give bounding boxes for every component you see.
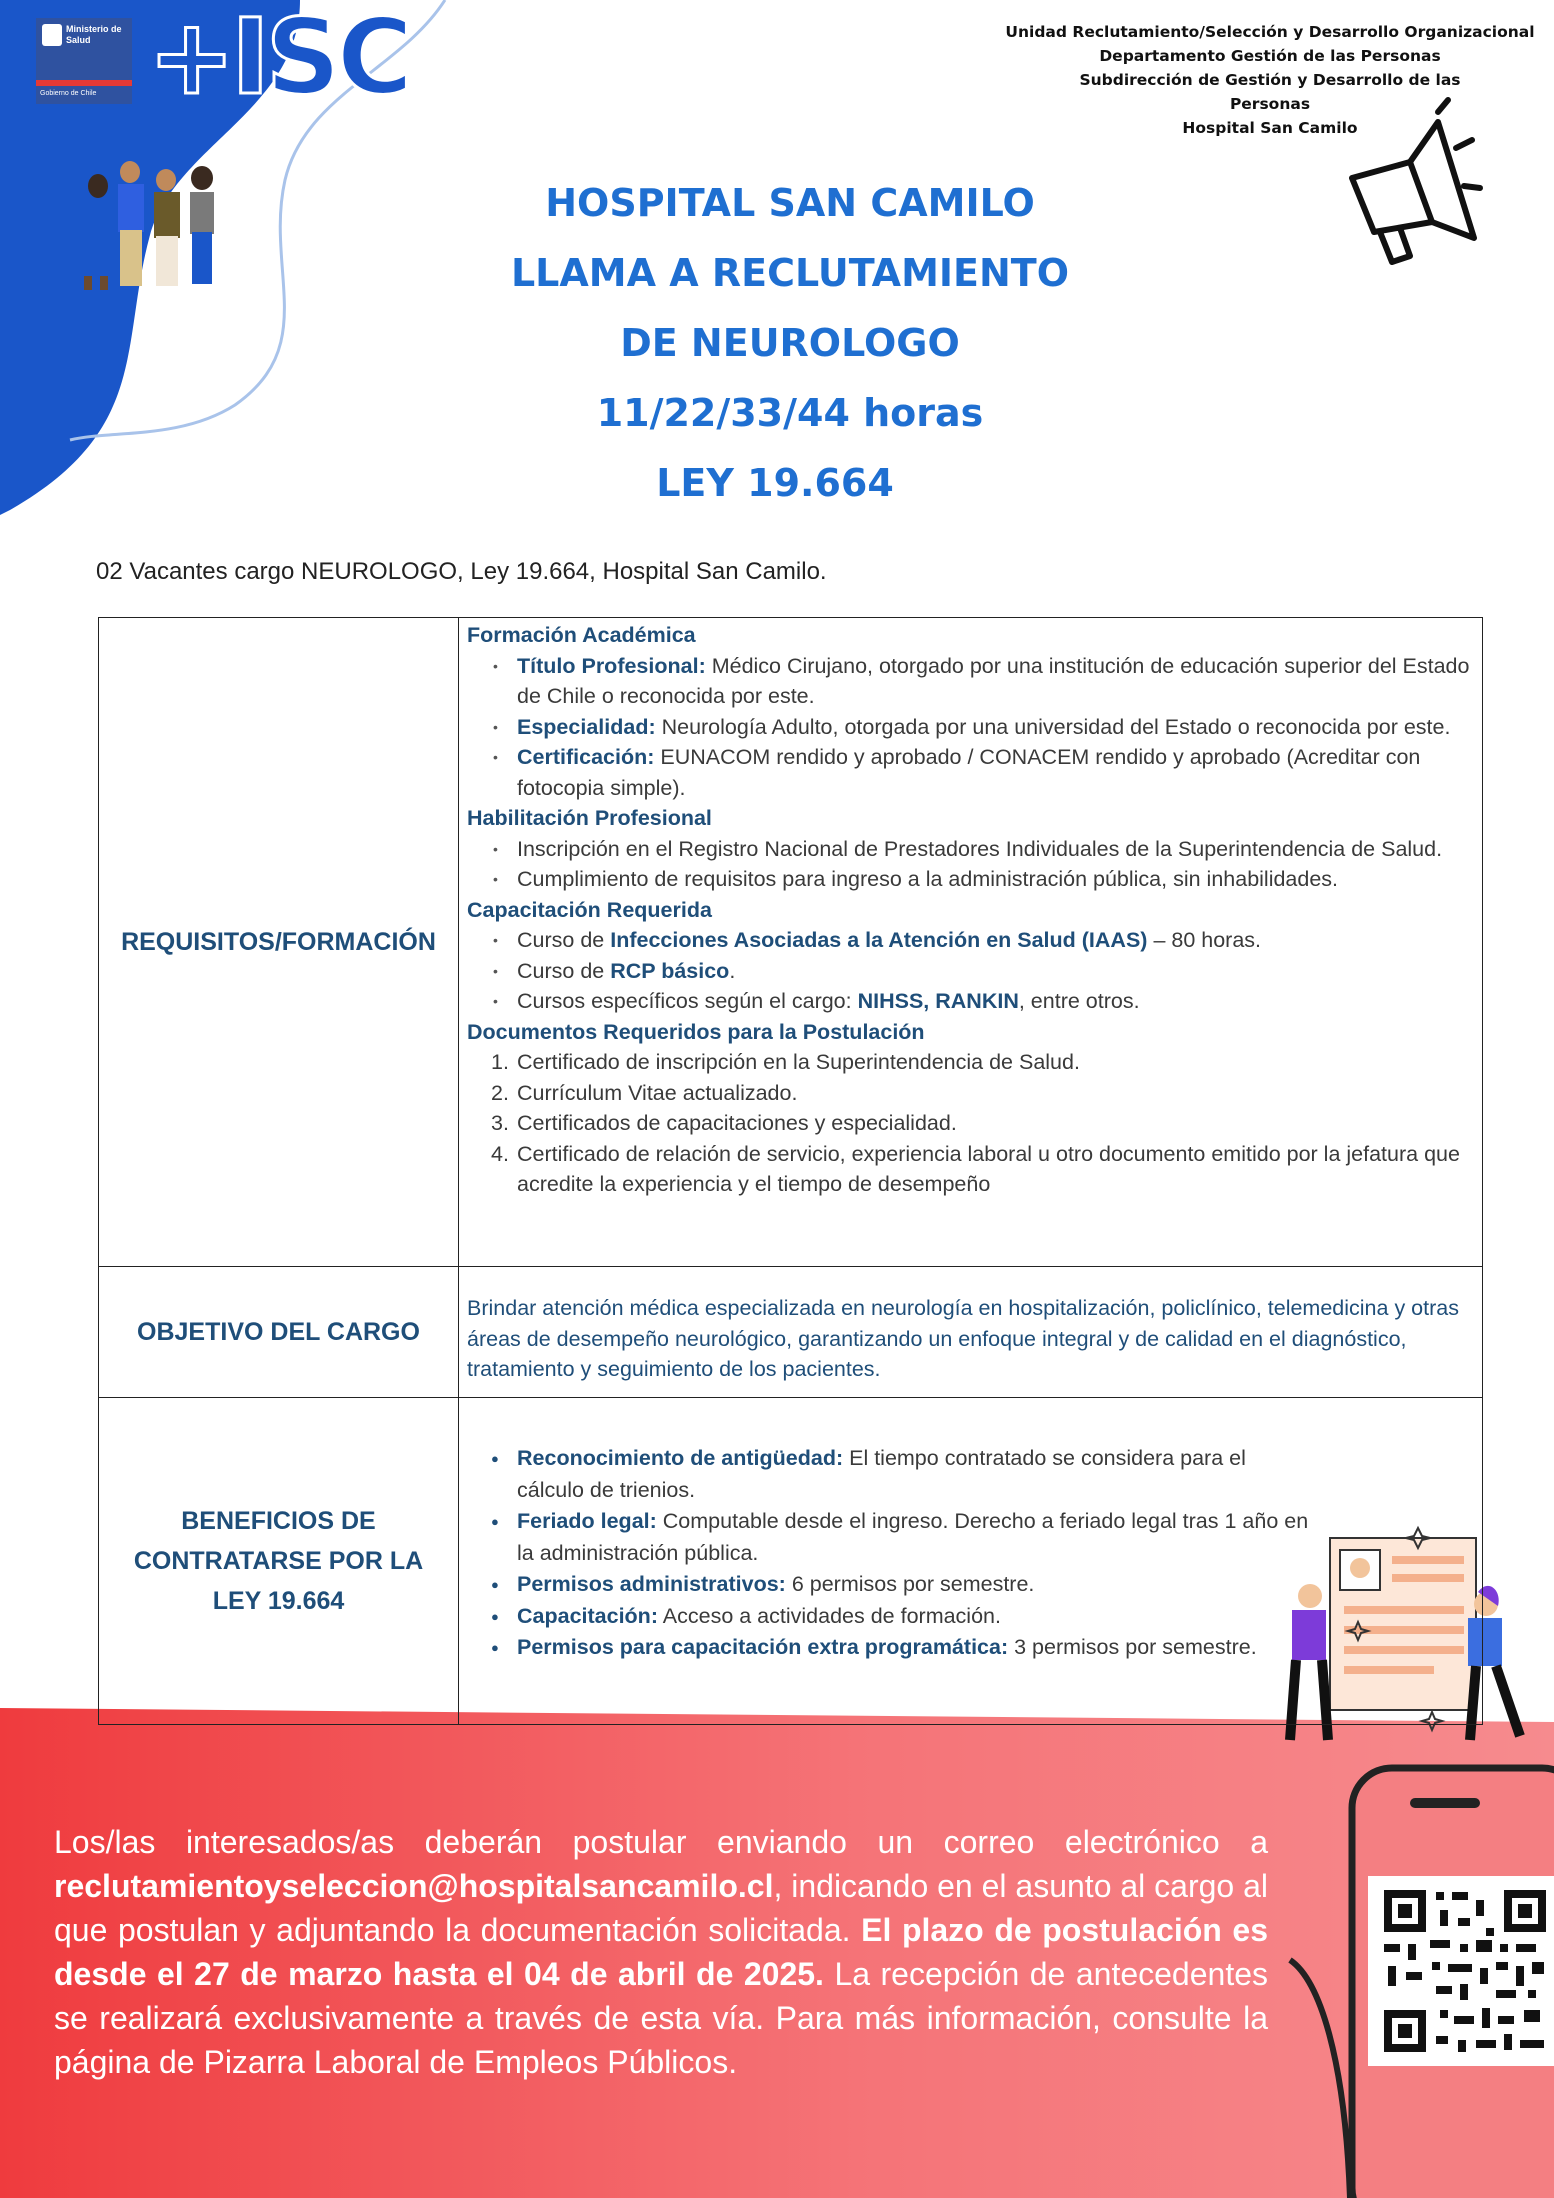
unit-line: Unidad Reclutamiento/Selección y Desarrollo Organizacional: [1005, 23, 1535, 41]
list-item: [517, 1443, 1312, 1506]
title-line: HOSPITAL SAN CAMILO: [545, 181, 1035, 225]
requisitos-content: [459, 618, 1483, 1267]
item-text: , entre otros.: [1018, 989, 1140, 1013]
coat-of-arms-icon: [42, 24, 62, 46]
item-label: Permisos para capacitación extra programática:: [517, 1635, 1009, 1659]
item-label: Capacitación:: [517, 1603, 658, 1628]
list-item: [517, 925, 1476, 956]
formacion-list: [467, 651, 1476, 804]
table-row: [99, 1398, 1483, 1725]
item-text: Neurología Adulto, otorgada por una universidad del Estado o reconocida por este.: [655, 714, 1451, 739]
vacantes-text: 02 Vacantes cargo NEUROLOGO, Ley 19.664, Hospital San Camilo.: [96, 558, 827, 585]
beneficios-list: [467, 1443, 1312, 1664]
item-text: Curso de: [517, 928, 611, 952]
item-text: .: [729, 958, 736, 983]
item-text: Médico Cirujano, otorgado por una institución de educación superior del Estado de Chile o reconocida por este.: [517, 653, 1470, 708]
item-text: 3 permisos por semestre.: [1008, 1635, 1257, 1659]
item-text: Certificados de capacitaciones y especialidad.: [517, 1111, 957, 1135]
list-item: [517, 956, 1476, 987]
list-item: [491, 1078, 1476, 1109]
item-label: Certificación:: [517, 745, 655, 769]
table-row: [99, 618, 1483, 1267]
title-line: 11/22/33/44 horas: [596, 391, 984, 435]
title-line: DE NEUROLOGO: [620, 321, 960, 365]
unit-line: Departamento Gestión de las Personas: [1099, 47, 1441, 65]
list-item: [491, 1108, 1476, 1139]
list-item: [517, 986, 1476, 1017]
item-text: Cursos específicos según el cargo:: [517, 989, 858, 1013]
list-item: [517, 1601, 1312, 1633]
item-text: Currículum Vitae actualizado.: [517, 1080, 798, 1105]
list-item: [517, 1569, 1312, 1601]
beneficios-label-line: CONTRATARSE POR LA: [133, 1546, 424, 1575]
documentos-list: [467, 1047, 1476, 1200]
ministerio-text: Ministerio de: [66, 24, 122, 34]
item-text: EUNACOM rendido y aprobado / CONACEM rendido y aprobado (Acreditar con fotocopia simple).: [517, 745, 1421, 800]
unit-header: [1000, 20, 1540, 140]
list-item: [491, 1047, 1476, 1078]
footer-deadline: El plazo de postulación es desde el 27 de marzo hasta el 04 de abril de 2025.: [54, 1912, 1269, 1992]
beneficios-label-line: LEY 19.664: [212, 1586, 345, 1615]
unit-line: Personas: [1229, 95, 1311, 113]
item-text: Curso de: [517, 958, 611, 983]
list-item: [517, 742, 1476, 803]
habilitacion-list: [467, 834, 1476, 895]
objetivo-label: OBJETIVO DEL CARGO: [99, 1267, 459, 1398]
requirements-table: [98, 617, 1483, 1725]
item-text: El tiempo contratado se considera para el cálculo de trienios.: [517, 1446, 1246, 1502]
footer-part: La recepción de antecedentes se realizará exclusivamente a través de esta vía. Para más información, consulte la página de Pizarra Laboral de Empleos Públicos.: [54, 1956, 1269, 2080]
flag-stripe: [36, 80, 132, 86]
item-number: 2.: [491, 1080, 509, 1105]
item-text: Acceso a actividades de formación.: [657, 1603, 1001, 1628]
list-item: [491, 1139, 1476, 1200]
footer-email-link[interactable]: reclutamientoyseleccion@hospitalsancamilo.cl: [54, 1868, 774, 1904]
item-text: Computable desde el ingreso. Derecho a feriado legal tras 1 año en la administración pública.: [517, 1509, 1309, 1565]
habilitacion-heading: Habilitación Profesional: [467, 806, 712, 830]
list-item: [517, 651, 1476, 712]
ministerio-logo: [36, 18, 132, 104]
gobierno-text: Gobierno de Chile: [40, 90, 97, 97]
list-item: • Inscripción en el Registro Nacional de Prestadores Individuales de la Superintendencia de Salud.: [517, 834, 1476, 865]
capacitacion-list: [467, 925, 1476, 1017]
item-label: Título Profesional:: [517, 653, 706, 678]
item-bold: RCP básico: [610, 958, 730, 983]
formacion-heading: Formación Académica: [467, 623, 696, 647]
item-label: Feriado legal:: [517, 1509, 657, 1533]
unit-line: Hospital San Camilo: [1182, 119, 1358, 137]
title-line: LEY 19.664: [656, 461, 894, 505]
item-text: Certificado de inscripción en la Superintendencia de Salud.: [517, 1050, 1080, 1074]
item-label: Especialidad:: [517, 714, 656, 739]
objetivo-text: Brindar atención médica especializada en neurología en hospitalización, policlínico, telemedicina y otras áreas de desempeño neurológico, garantizando un enfoque integral y de calidad en el diagnóstico, tratamiento y seguimiento de los pacientes.: [459, 1267, 1483, 1398]
salud-text: Salud: [66, 35, 91, 45]
item-text: Certificado de relación de servicio, experiencia laboral u otro documento emitido por la jefatura que acredite la experiencia y el tiempo de desempeño: [517, 1141, 1460, 1196]
documentos-heading: Documentos Requeridos para la Postulación: [467, 1019, 925, 1044]
beneficios-label-line: BENEFICIOS DE: [181, 1506, 376, 1535]
item-label: Reconocimiento de antigüedad:: [517, 1446, 844, 1470]
footer-text: [54, 1820, 1268, 2084]
item-label: Permisos administrativos:: [517, 1572, 786, 1596]
capacitacion-heading: Capacitación Requerida: [467, 897, 712, 922]
item-text: 6 permisos por semestre.: [785, 1572, 1035, 1596]
table-row: [99, 1267, 1483, 1398]
item-bold: Infecciones Asociadas a la Atención en Salud (IAAS): [610, 928, 1148, 952]
item-bold: NIHSS, RANKIN: [857, 989, 1019, 1013]
list-item: [517, 1506, 1312, 1569]
item-number: 4.: [491, 1141, 509, 1166]
requisitos-label: REQUISITOS/FORMACIÓN: [99, 618, 459, 1267]
list-item: • Cumplimiento de requisitos para ingreso a la administración pública, sin inhabilidades.: [517, 864, 1476, 895]
unit-line: Subdirección de Gestión y Desarrollo de las: [1079, 71, 1461, 89]
footer-part: Los/las interesados/as deberán postular enviando un correo electrónico a: [54, 1824, 1268, 1860]
beneficios-label: [99, 1398, 459, 1725]
beneficios-content: [459, 1398, 1483, 1725]
list-item: [517, 1632, 1312, 1664]
item-text: – 80 horas.: [1147, 928, 1262, 952]
item-number: 3.: [491, 1111, 509, 1135]
hsc-logo: +ISC: [148, 0, 410, 118]
page-title: [440, 168, 1140, 518]
item-number: 1.: [491, 1050, 509, 1074]
title-line: LLAMA A RECLUTAMIENTO: [510, 251, 1070, 295]
footer-part: , indicando en el asunto al cargo al que postulan y adjuntando la documentación solicitada.: [54, 1868, 1269, 1948]
list-item: [517, 712, 1476, 743]
